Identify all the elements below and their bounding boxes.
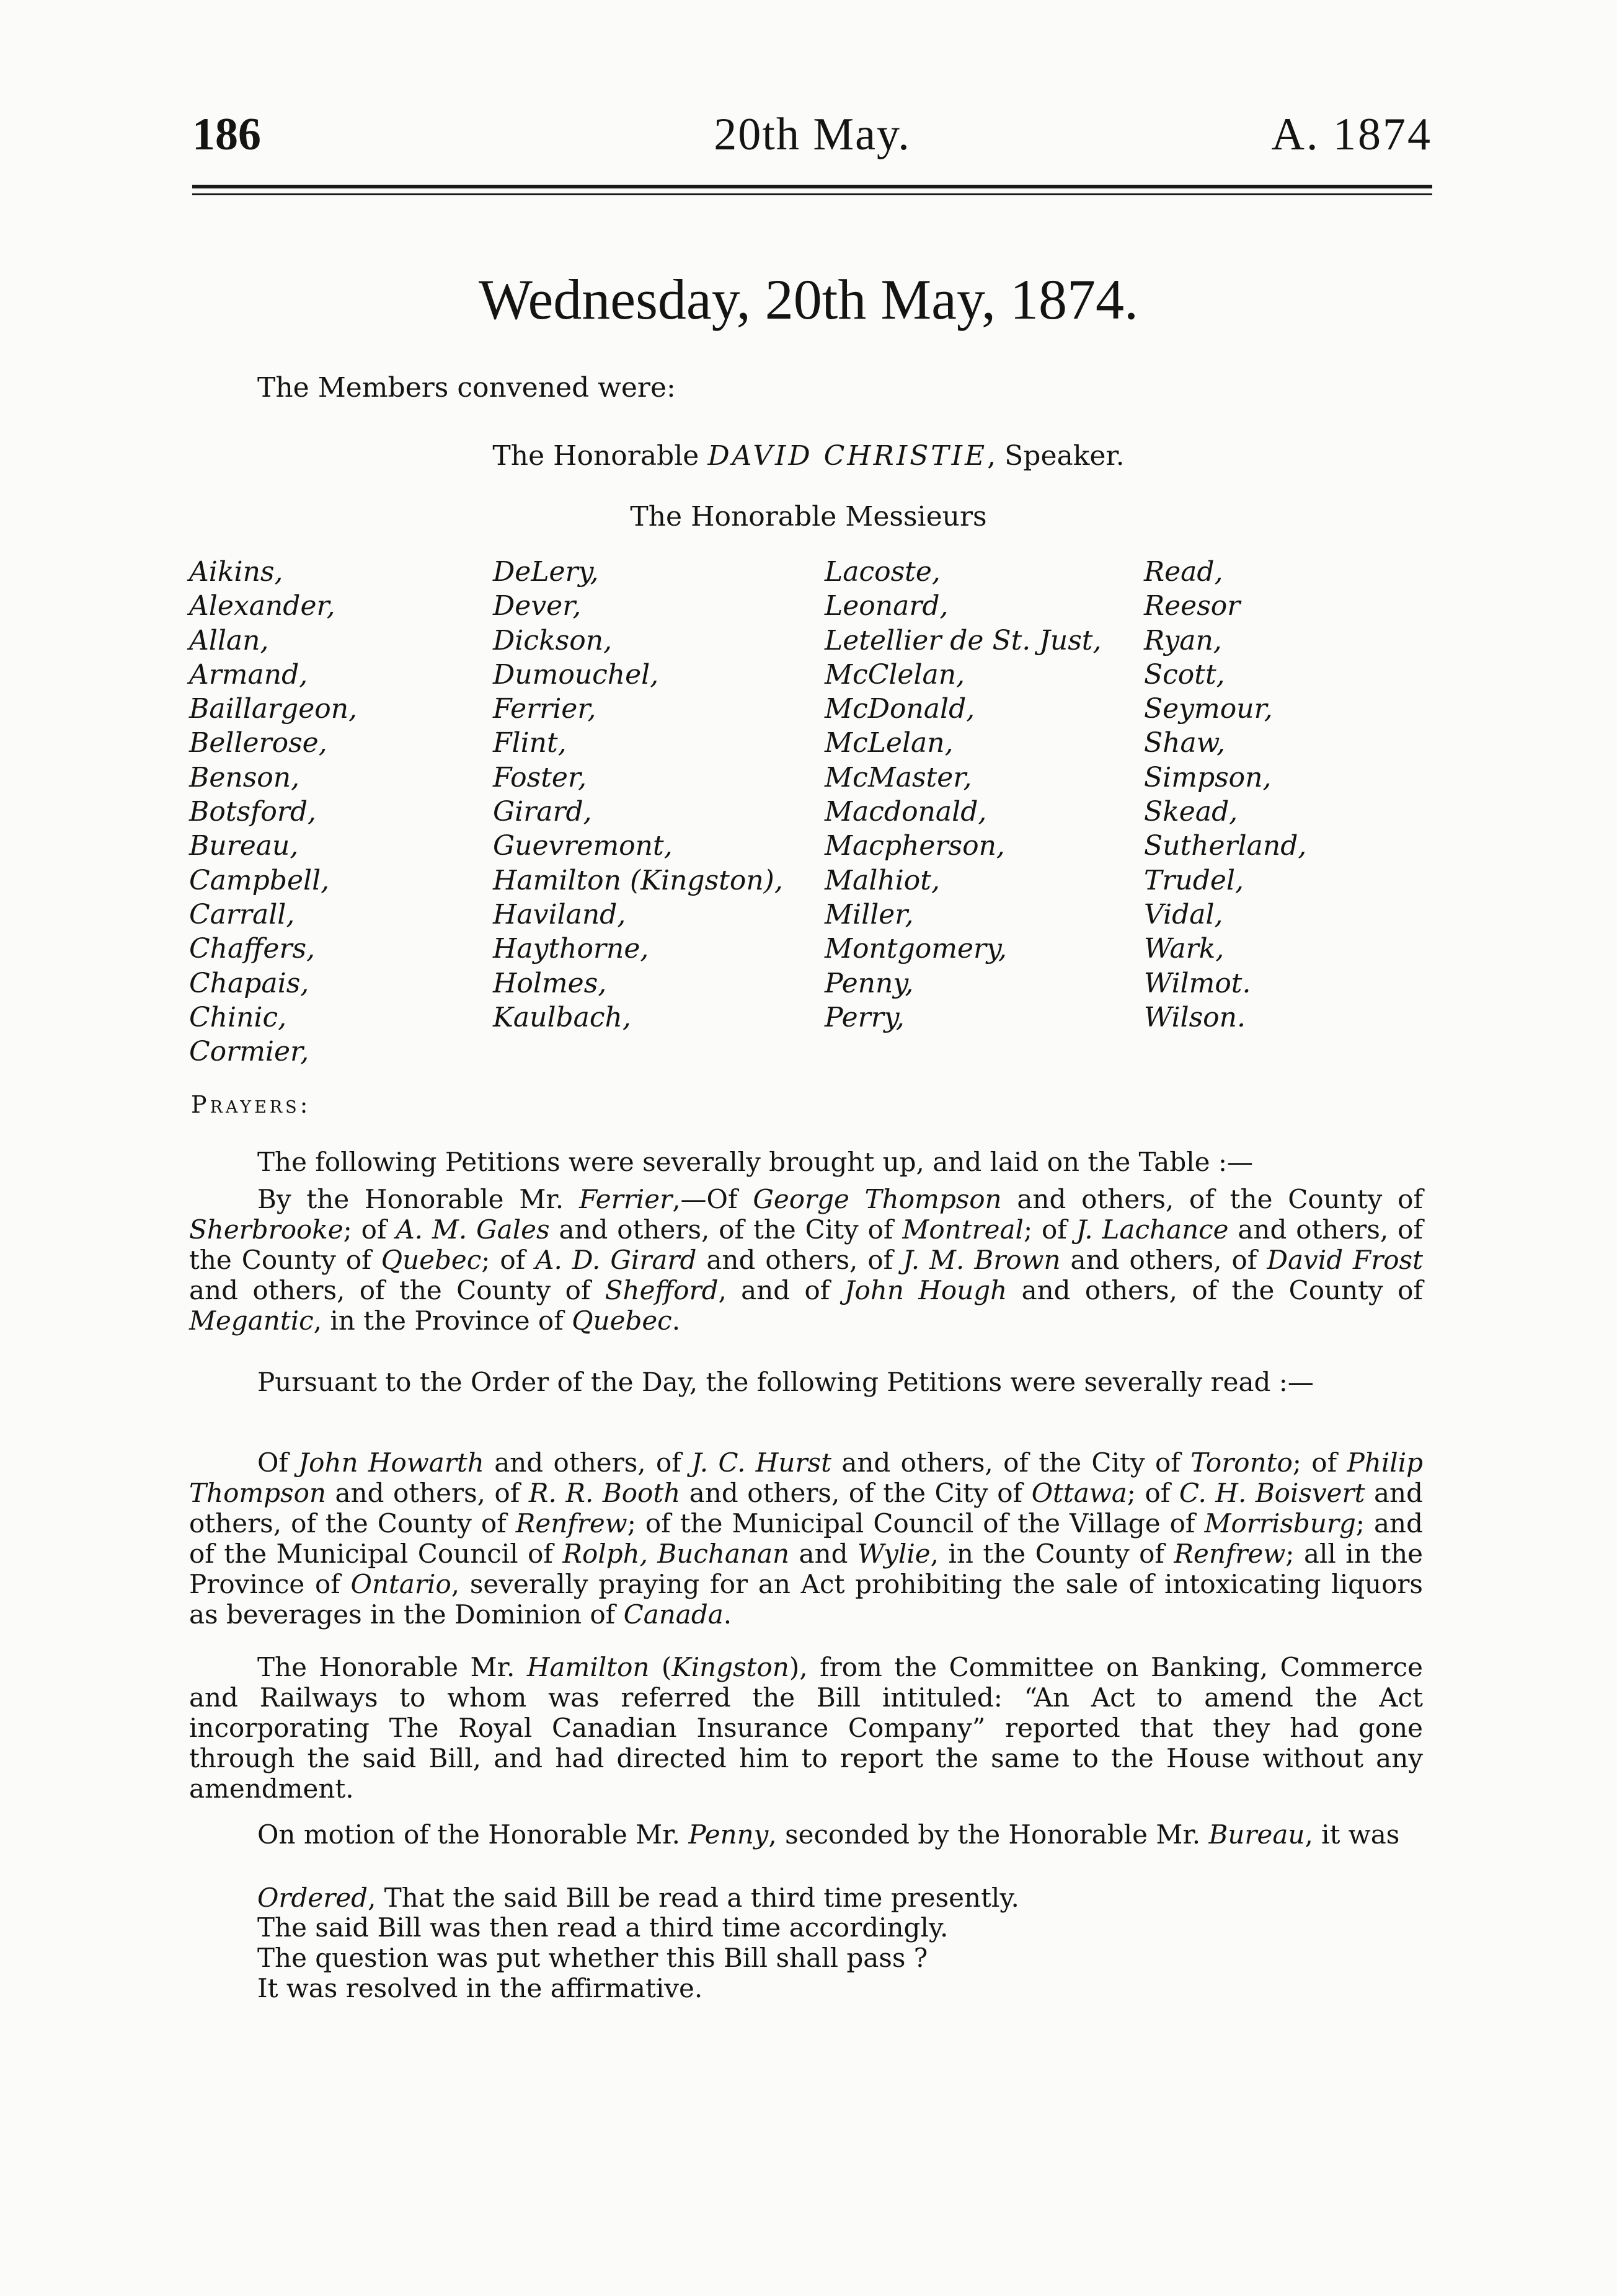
member-name: Miller, bbox=[825, 898, 914, 930]
member-name: Bureau, bbox=[189, 830, 299, 862]
member-name: Macpherson, bbox=[825, 830, 1005, 862]
text-run: ; of bbox=[481, 1245, 536, 1275]
petitioner-name: John Hough bbox=[844, 1275, 1008, 1305]
member-name: Wark, bbox=[1144, 933, 1225, 965]
member-name: Kaulbach, bbox=[493, 1001, 631, 1033]
petitioner-name: J. M. Brown bbox=[903, 1245, 1061, 1275]
member-name: Dever, bbox=[493, 590, 582, 622]
text-run: ,—Of bbox=[672, 1184, 753, 1214]
page-number: 186 bbox=[192, 109, 261, 160]
member-name: DeLery, bbox=[493, 556, 599, 588]
members-list bbox=[189, 555, 1429, 1069]
petitioner-name: J. C. Hurst bbox=[691, 1447, 831, 1478]
member-name: Chapais, bbox=[189, 967, 309, 999]
members-column-4 bbox=[1144, 555, 1306, 1035]
member-name: Baillargeon, bbox=[189, 693, 358, 725]
text-run: and others, of the County of bbox=[189, 1275, 605, 1305]
text-run: ; all in the Province of bbox=[189, 1539, 1423, 1599]
member-name: Alexander, bbox=[189, 590, 335, 622]
member-name: Montgomery, bbox=[825, 933, 1008, 965]
text-run: and others, of bbox=[326, 1478, 529, 1508]
text-run: and others, of bbox=[1060, 1245, 1267, 1275]
place-name: Megantic bbox=[189, 1305, 314, 1336]
order-of-day-paragraph: Pursuant to the Order of the Day, the following Petitions were severally read :— bbox=[257, 1367, 1314, 1397]
text-run: , That the said Bill be read a third time presently. bbox=[368, 1883, 1019, 1913]
text-run: The Honorable Mr. bbox=[257, 1652, 527, 1682]
place-name: Kingston bbox=[671, 1652, 789, 1682]
member-name: Perry, bbox=[825, 1001, 905, 1033]
member-name: Malhiot, bbox=[825, 864, 940, 896]
place-name: Morrisburg bbox=[1204, 1508, 1356, 1539]
senator-name: Bureau bbox=[1208, 1819, 1305, 1850]
member-name: Campbell, bbox=[189, 864, 330, 896]
place-name: Wylie bbox=[857, 1539, 931, 1569]
senator-name: Hamilton bbox=[526, 1652, 650, 1682]
running-year: A. 1874 bbox=[1271, 109, 1432, 160]
petitioner-name: George Thompson bbox=[753, 1184, 1002, 1214]
members-convened-line: The Members convened were: bbox=[257, 372, 676, 404]
header-rule-thin bbox=[192, 193, 1432, 195]
members-column-3 bbox=[825, 555, 1101, 1035]
place-name: Canada bbox=[623, 1599, 724, 1630]
member-name: Girard, bbox=[493, 796, 592, 828]
place-name: Ontario bbox=[350, 1569, 451, 1599]
member-name: Allan, bbox=[189, 624, 269, 656]
sitting-date-heading: Wednesday, 20th May, 1874. bbox=[478, 268, 1139, 331]
text-run: ; of the Municipal Council of the Village of bbox=[627, 1508, 1205, 1539]
text-run: and others, of the City of bbox=[680, 1478, 1032, 1508]
member-name: Dumouchel, bbox=[493, 658, 659, 691]
member-name: Holmes, bbox=[493, 967, 607, 999]
senator-name: Penny bbox=[688, 1819, 769, 1850]
place-name: Montreal bbox=[902, 1214, 1024, 1245]
member-name: Penny, bbox=[825, 967, 914, 999]
member-name: Simpson, bbox=[1144, 761, 1272, 793]
member-name: Bellerose, bbox=[189, 727, 327, 759]
member-name: Haviland, bbox=[493, 898, 626, 930]
petitioner-name: John Howarth bbox=[298, 1447, 484, 1478]
petitioner-name: J. Lachance bbox=[1076, 1214, 1229, 1245]
member-name: Shaw, bbox=[1144, 727, 1226, 759]
text-run: , severally praying for an Act prohibiting the sale of intoxicating liquors as beverages in the Dominion of bbox=[189, 1569, 1423, 1630]
text-run: and others, of the County of bbox=[189, 1214, 1423, 1275]
member-name: Macdonald, bbox=[825, 796, 987, 828]
member-name: Carrall, bbox=[189, 898, 295, 930]
member-name: Read, bbox=[1144, 556, 1223, 588]
text-run: , in the County of bbox=[930, 1539, 1174, 1569]
member-name: Wilson. bbox=[1144, 1001, 1246, 1033]
petitions-intro: The following Petitions were severally brought up, and laid on the Table :— bbox=[257, 1147, 1254, 1177]
member-name: McLelan, bbox=[825, 727, 954, 759]
member-name: Haythorne, bbox=[493, 933, 649, 965]
member-name: Botsford, bbox=[189, 796, 317, 828]
text-run: . bbox=[723, 1599, 732, 1630]
member-name: Cormier, bbox=[189, 1036, 309, 1068]
members-column-1 bbox=[189, 555, 357, 1069]
prayers-heading: Prayers: bbox=[191, 1091, 311, 1118]
text-run: and bbox=[789, 1539, 857, 1569]
speaker-prefix: The Honorable bbox=[492, 440, 708, 472]
member-name: Flint, bbox=[493, 727, 567, 759]
text-run: and others, of the City of bbox=[549, 1214, 903, 1245]
motion-paragraph bbox=[189, 1819, 1423, 1850]
text-run: and others, of the County of bbox=[1001, 1184, 1424, 1214]
member-name: Sutherland, bbox=[1144, 830, 1307, 862]
member-name: Leonard, bbox=[825, 590, 949, 622]
temperance-petitions-paragraph bbox=[189, 1447, 1423, 1630]
text-run: ; of bbox=[1127, 1478, 1179, 1508]
text-run: ; of bbox=[343, 1214, 396, 1245]
running-date: 20th May. bbox=[714, 109, 911, 160]
header-rule-thick bbox=[192, 185, 1432, 188]
member-name: Seymour, bbox=[1144, 693, 1273, 725]
senator-name: Ferrier bbox=[578, 1184, 673, 1214]
member-name: Letellier de St. Just, bbox=[825, 624, 1102, 656]
third-reading-line: The said Bill was then read a third time accordingly. bbox=[257, 1912, 949, 1943]
speaker-line bbox=[0, 440, 1617, 472]
place-name: Ottawa bbox=[1031, 1478, 1127, 1508]
member-name: Ferrier, bbox=[493, 693, 596, 725]
text-run: and others, of the County of bbox=[1007, 1275, 1423, 1305]
member-name: McClelan, bbox=[825, 658, 965, 691]
text-run: , seconded by the Honorable Mr. bbox=[768, 1819, 1209, 1850]
place-name: Renfrew bbox=[1174, 1539, 1286, 1569]
text-run: . bbox=[671, 1305, 681, 1336]
text-run: By the Honorable Mr. bbox=[257, 1184, 579, 1214]
member-name: Trudel, bbox=[1144, 864, 1244, 896]
text-run: and others, of bbox=[696, 1245, 903, 1275]
petitioner-name: R. R. Booth bbox=[528, 1478, 681, 1508]
text-run: Of bbox=[257, 1447, 299, 1478]
member-name: Wilmot. bbox=[1144, 967, 1251, 999]
petitioner-name: C. H. Boisvert bbox=[1179, 1478, 1365, 1508]
member-name: Hamilton (Kingston), bbox=[493, 864, 783, 896]
ordered-line bbox=[257, 1883, 1019, 1913]
member-name: Vidal, bbox=[1144, 898, 1223, 930]
member-name: Ryan, bbox=[1144, 624, 1222, 656]
text-run: ; and of the Municipal Council of bbox=[189, 1508, 1423, 1569]
member-name: McMaster, bbox=[825, 761, 972, 793]
text-run: On motion of the Honorable Mr. bbox=[257, 1819, 689, 1850]
resolved-line: It was resolved in the affirmative. bbox=[257, 1973, 703, 2003]
place-name: Rolph, Buchanan bbox=[562, 1539, 790, 1569]
petitioner-name: Philip Thompson bbox=[189, 1447, 1424, 1508]
messieurs-line: The Honorable Messieurs bbox=[630, 501, 987, 532]
member-name: Benson, bbox=[189, 761, 300, 793]
member-name: Lacoste, bbox=[825, 556, 941, 588]
petitioner-name: David Frost bbox=[1267, 1245, 1423, 1275]
member-name: Armand, bbox=[189, 658, 308, 691]
committee-report-paragraph bbox=[189, 1652, 1423, 1804]
member-name: McDonald, bbox=[825, 693, 975, 725]
member-name: Chinic, bbox=[189, 1001, 287, 1033]
member-name: Guevremont, bbox=[493, 830, 673, 862]
place-name: Renfrew bbox=[515, 1508, 627, 1539]
speaker-suffix: , Speaker. bbox=[987, 440, 1125, 472]
text-run: and others, of the County of bbox=[189, 1478, 1423, 1539]
running-head bbox=[186, 108, 1438, 183]
place-name: Quebec bbox=[572, 1305, 672, 1336]
place-name: Sherbrooke bbox=[189, 1214, 343, 1245]
member-name: Chaffers, bbox=[189, 933, 316, 965]
text-run: and others, of the City of bbox=[831, 1447, 1191, 1478]
text-run: ), from the Committee on Banking, Commerce and Railways to whom was referred the Bill intituled: “An Act to amend the Act incorporating The Royal Canadian Insurance Company” reported that they had gone through the said Bill, and had directed him to report the same to the House without any amendment. bbox=[189, 1652, 1423, 1804]
member-name: Skead, bbox=[1144, 796, 1238, 828]
petitioner-name: A. D. Girard bbox=[535, 1245, 697, 1275]
member-name: Foster, bbox=[493, 761, 587, 793]
text-run: and others, of bbox=[484, 1447, 692, 1478]
ordered-word: Ordered bbox=[257, 1883, 368, 1913]
text-run: , and of bbox=[718, 1275, 844, 1305]
member-name: Dickson, bbox=[493, 624, 613, 656]
members-column-2 bbox=[493, 555, 783, 1035]
petitioner-name: A. M. Gales bbox=[396, 1214, 550, 1245]
place-name: Quebec bbox=[381, 1245, 482, 1275]
text-run: ; of bbox=[1023, 1214, 1076, 1245]
text-run: , it was bbox=[1305, 1819, 1400, 1850]
text-run: ( bbox=[649, 1652, 672, 1682]
speaker-name: DAVID CHRISTIE bbox=[707, 440, 988, 472]
member-name: Scott, bbox=[1144, 658, 1225, 691]
text-run: ; of bbox=[1292, 1447, 1347, 1478]
place-name: Shefford bbox=[605, 1275, 719, 1305]
place-name: Toronto bbox=[1190, 1447, 1293, 1478]
member-name: Reesor bbox=[1144, 590, 1241, 622]
text-run: , in the Province of bbox=[313, 1305, 572, 1336]
ferrier-petitions-paragraph bbox=[189, 1184, 1423, 1336]
question-line: The question was put whether this Bill shall pass ? bbox=[257, 1943, 928, 1973]
member-name: Aikins, bbox=[189, 556, 283, 588]
